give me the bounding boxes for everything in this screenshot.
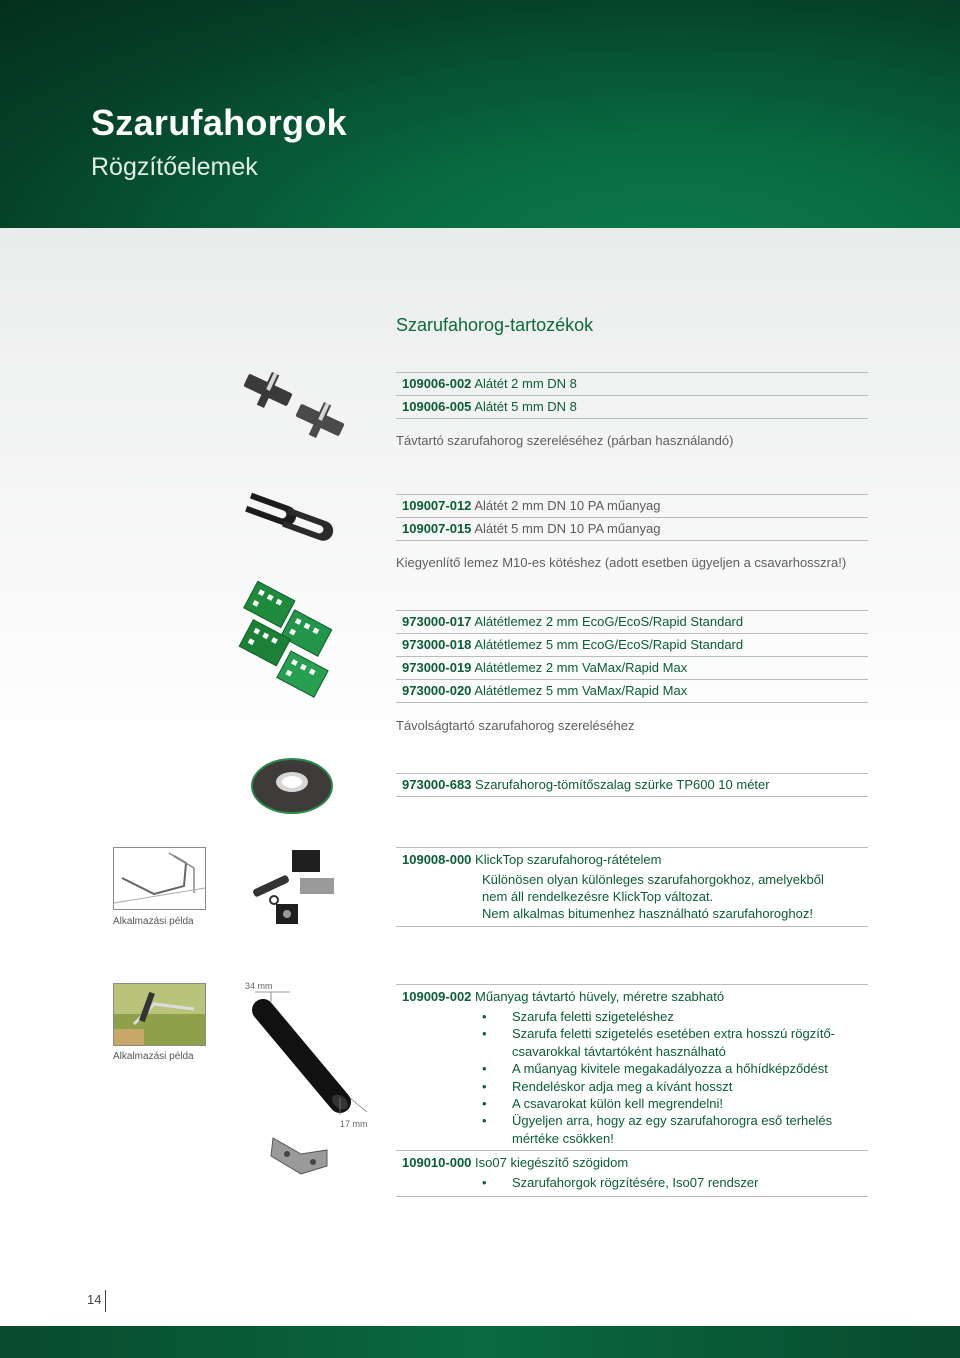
group-4-rows [396,773,868,797]
product-code: 973000-018 [402,637,472,652]
product-desc: Alátét 5 mm DN 10 PA műanyag [474,521,661,536]
bullet-item: • Rendeléskor adja meg a kívánt hosszt [482,1078,868,1095]
sleeve-application-thumbnail [113,983,206,1046]
product-code: 109006-002 [402,376,472,391]
washer-dn8-image [240,365,360,445]
product-code: 109007-015 [402,521,472,536]
group-3-rows [396,610,868,703]
product-desc: KlickTop szarufahorog-rátételem [475,852,662,867]
washer-dn10-image [248,486,348,556]
page-number-divider [105,1290,106,1312]
product-code: 109009-002 [402,989,472,1004]
page-subtitle: Rögzítőelemek [91,153,258,181]
klicktop-line: Különösen olyan különleges szarufahorgokhoz, amelyekből [482,872,824,887]
product-code: 109006-005 [402,399,472,414]
bullet-item: • A csavarokat külön kell megrendelni! [482,1095,868,1112]
product-desc: Műanyag távtartó hüvely, méretre szabható [475,989,725,1004]
product-row [396,373,868,396]
footer-bar [0,1326,960,1358]
product-desc: Alátétlemez 5 mm EcoG/EcoS/Rapid Standard [474,637,744,652]
klicktop-parts-image [232,848,352,928]
klicktop-body [396,871,868,926]
product-code: 109010-000 [402,1155,472,1171]
klicktop-line: Nem alkalmas bitumenhez használható szarufahoroghoz! [482,906,813,921]
sealing-tape-image [250,756,340,816]
klicktop-head [396,848,868,871]
dimension-top: 34 mm [245,981,273,991]
product-code: 973000-017 [402,614,472,629]
bullet-item: • Ügyeljen arra, hogy az egy szarufahorogra eső terhelés mértéke csökken! [482,1112,868,1147]
section-title: Szarufahorog-tartozékok [396,315,594,335]
bullet-item: • Szarufa feletti szigetelés esetében extra hosszú rögzítő- csavarokkal távtartóként használható [482,1025,868,1060]
group-3-note: Távolságtartó szarufahorog szereléséhez [396,718,635,733]
product-row [396,634,868,657]
header-banner [0,0,960,228]
product-row [396,396,868,419]
bracket-bullets [396,1174,868,1195]
page-number: 14 [87,1292,102,1307]
product-row [396,680,868,703]
product-desc: Iso07 kiegészítő szögidom [475,1155,629,1171]
angle-bracket-image [265,1130,335,1185]
dimension-bottom: 17 mm [340,1119,368,1129]
product-code: 109007-012 [402,498,472,513]
shim-plates-image [215,595,375,710]
mounting-photo-icon [114,984,205,1045]
product-desc: Alátétlemez 2 mm EcoG/EcoS/Rapid Standard [474,614,744,629]
product-row [396,518,868,541]
group-1-note: Távtartó szarufahorog szereléséhez (párban használandó) [396,433,734,448]
klicktop-line: nem áll rendelkezésre KlickTop változat. [482,889,714,904]
product-desc: Alátét 2 mm DN 8 [474,376,577,391]
klicktop-application-thumbnail [113,847,206,910]
group-2-note: Kiegyenlítő lemez M10-es kötéshez (adott esetben ügyeljen a csavarhosszra!) [396,555,847,570]
sleeve-caption: Alkalmazási példa [113,1051,194,1062]
product-code: 109008-000 [402,852,472,867]
product-code: 973000-683 [402,777,472,792]
product-desc: Szarufahorog-tömítőszalag szürke TP600 10 méter [475,777,770,792]
product-row [396,774,868,797]
group-2-rows [396,494,868,541]
product-desc: Alátétlemez 5 mm VaMax/Rapid Max [474,683,688,698]
bracket-head [396,1151,868,1174]
group-1-rows [396,372,868,419]
product-row [396,611,868,634]
bullet-item: • A műanyag kivitele megakadályozza a hőhídképződést [482,1060,868,1077]
bullet-item: • Szarufa feletti szigeteléshez [482,1008,868,1025]
klicktop-block [396,847,868,927]
product-row [396,657,868,680]
klicktop-caption: Alkalmazási példa [113,916,194,927]
page-title: Szarufahorgok [91,102,347,143]
sleeve-head [396,985,868,1008]
sleeve-bullets [396,1008,868,1150]
bullet-item: • Szarufahorgok rögzítésére, Iso07 rendszer [482,1174,868,1191]
product-desc: Alátétlemez 2 mm VaMax/Rapid Max [474,660,688,675]
product-desc: Alátét 2 mm DN 10 PA műanyag [474,498,661,513]
roof-hook-sketch-icon [114,848,205,909]
product-row [396,495,868,518]
sleeve-block [396,984,868,1197]
product-code: 973000-019 [402,660,472,675]
spacer-sleeve-image [245,990,365,1120]
product-desc: Alátét 5 mm DN 8 [474,399,577,414]
product-code: 973000-020 [402,683,472,698]
